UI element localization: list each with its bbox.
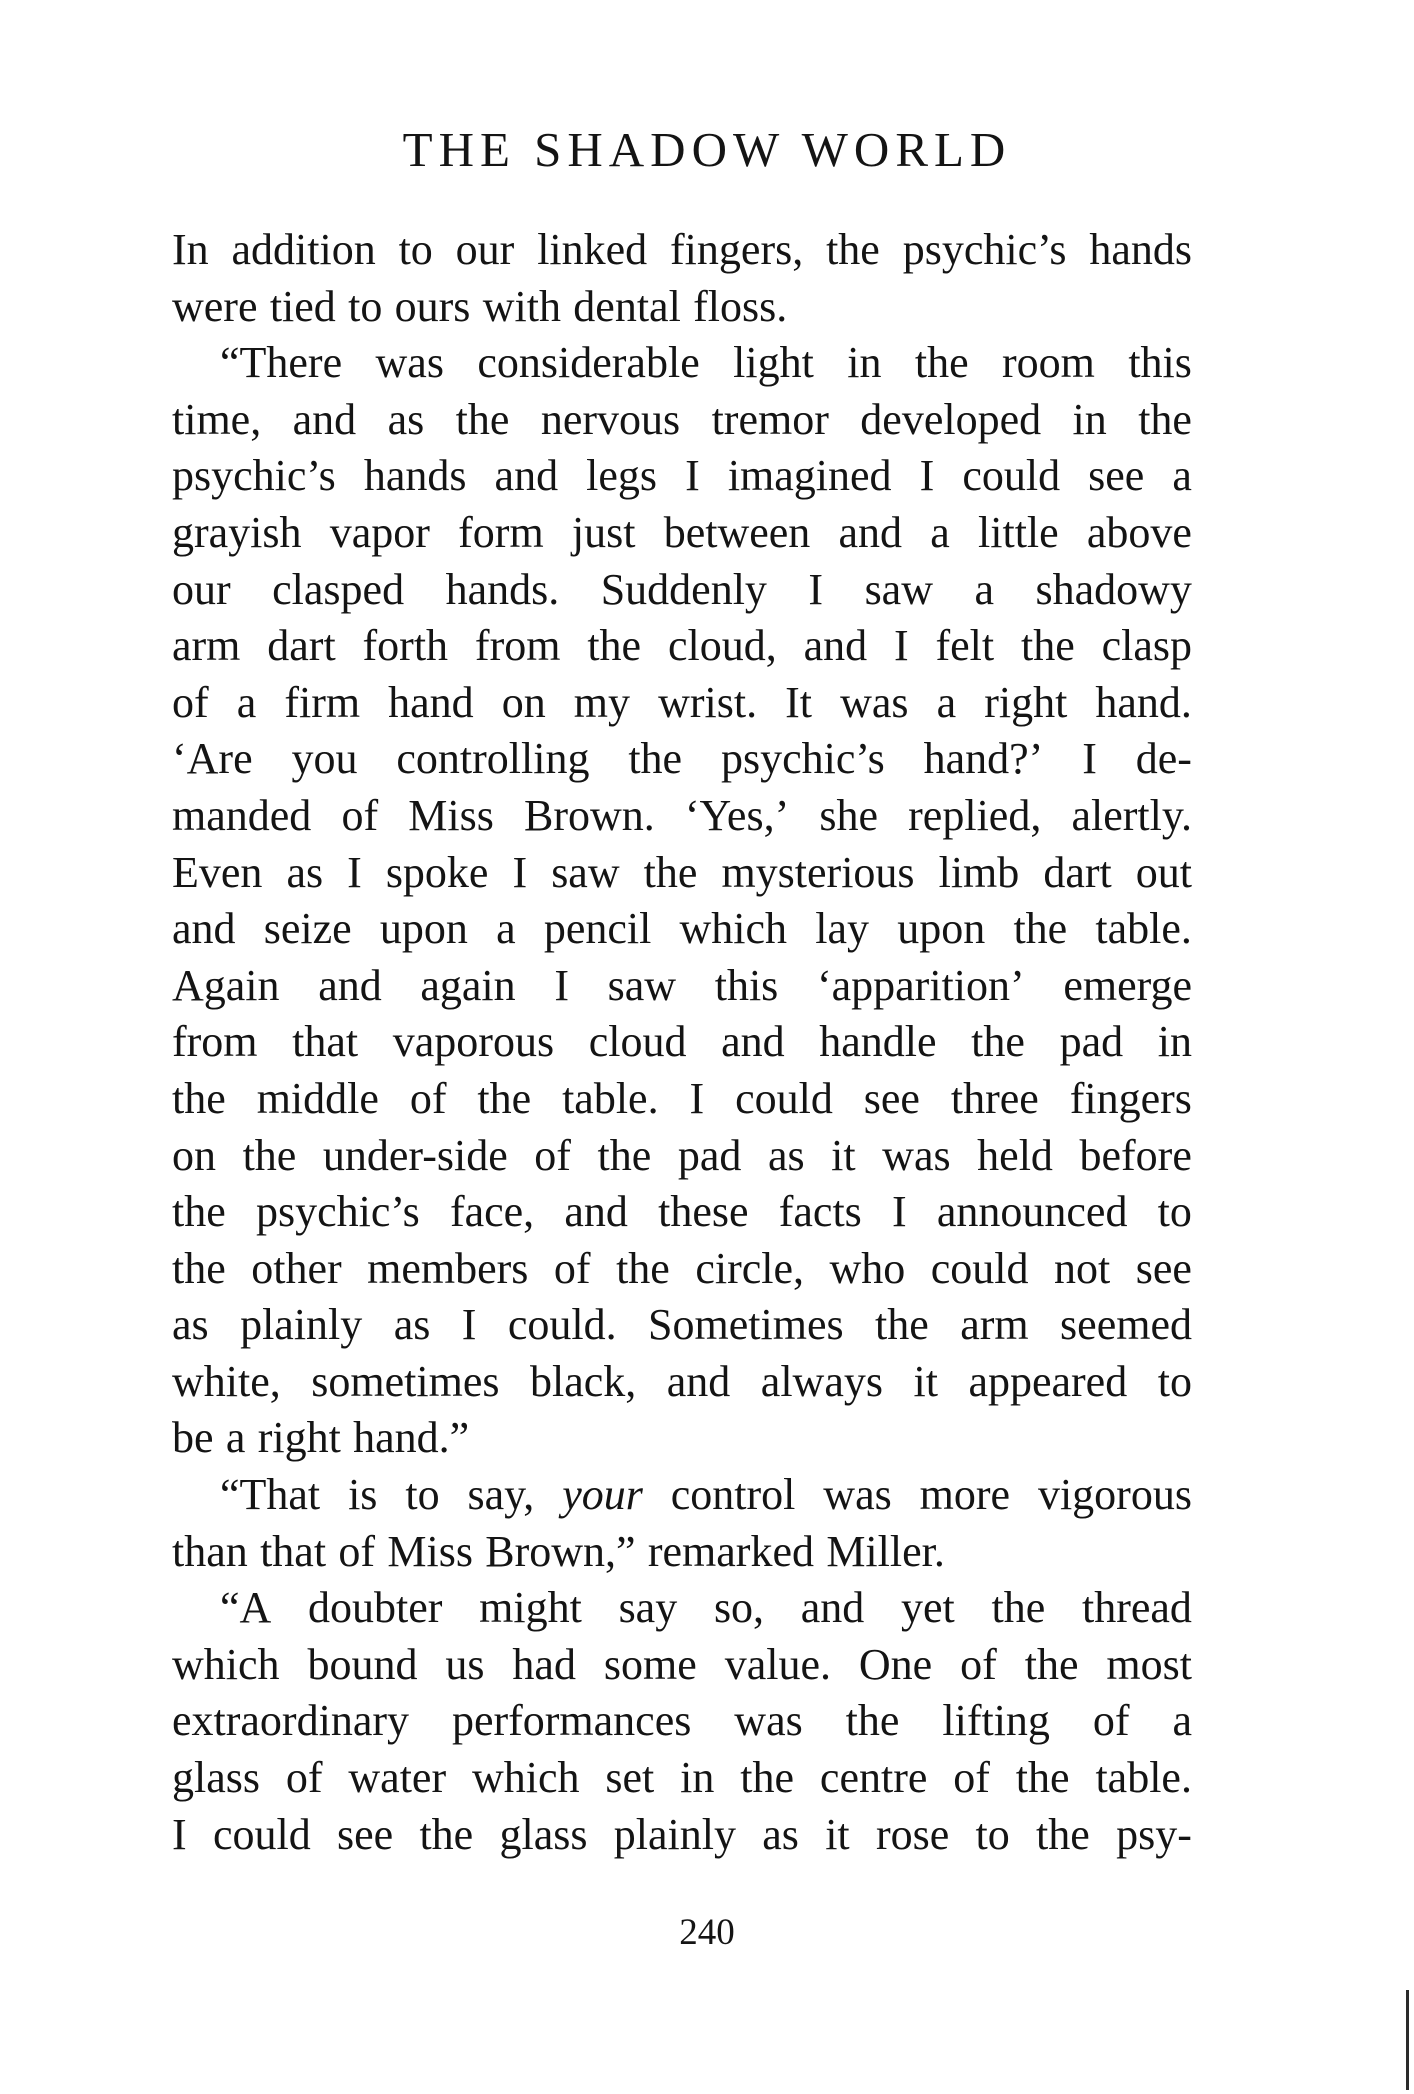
paragraph <box>172 1580 1192 1863</box>
text-line: Again and again I saw this ‘apparition’ emerge <box>172 960 1192 1010</box>
text-line: and seize upon a pencil which lay upon the table. <box>172 904 1192 954</box>
text-line: which bound us had some value. One of the most <box>172 1639 1192 1689</box>
text-line: our clasped hands. Suddenly I saw a shadowy <box>172 564 1192 614</box>
text-line: manded of Miss Brown. ‘Yes,’ she replied, alertly. <box>172 790 1192 840</box>
text-line: In addition to our linked fingers, the psychic’s hands <box>172 225 1192 274</box>
text-line: time, and as the nervous tremor developed in the <box>172 394 1192 444</box>
text-line: were tied to ours with dental floss. <box>172 281 788 331</box>
text-line: the middle of the table. I could see three fingers <box>172 1073 1192 1123</box>
text-line: than that of Miss Brown,” remarked Miller. <box>172 1526 945 1576</box>
text-line: glass of water which set in the centre of the table. <box>172 1753 1192 1803</box>
paragraph <box>172 335 1192 1467</box>
paragraph <box>172 1467 1192 1580</box>
text-line: the psychic’s face, and these facts I announced to <box>172 1187 1192 1237</box>
text-line: Even as I spoke I saw the mysterious limb dart out <box>172 847 1192 897</box>
text-line: the other members of the circle, who could not see <box>172 1243 1192 1293</box>
text-line: “That is to say, your control was more vigorous <box>220 1470 1192 1520</box>
page-number: 240 <box>679 1912 735 1953</box>
text-line: grayish vapor form just between and a little above <box>172 507 1192 557</box>
text-line: white, sometimes black, and always it appeared to <box>172 1356 1192 1406</box>
paragraph <box>172 222 1192 335</box>
scan-edge-mark <box>1406 1990 1409 2090</box>
body-text <box>172 222 1192 1863</box>
text-line: arm dart forth from the cloud, and I felt the clasp <box>172 621 1192 671</box>
text-line: be a right hand.” <box>172 1413 470 1463</box>
text-line: psychic’s hands and legs I imagined I could see a <box>172 451 1192 501</box>
running-head: THE SHADOW WORLD <box>402 122 1012 177</box>
text-line: of a firm hand on my wrist. It was a right hand. <box>172 677 1192 727</box>
text-line: from that vaporous cloud and handle the pad in <box>172 1017 1192 1067</box>
text-line: “A doubter might say so, and yet the thread <box>220 1583 1192 1633</box>
text-line: on the under-side of the pad as it was held before <box>172 1130 1192 1180</box>
text-line: as plainly as I could. Sometimes the arm seemed <box>172 1300 1192 1350</box>
text-line: I could see the glass plainly as it rose to the psy- <box>172 1809 1192 1859</box>
text-line: extraordinary performances was the lifting of a <box>172 1696 1192 1746</box>
text-line: “There was considerable light in the room this <box>220 338 1192 388</box>
text-line: ‘Are you controlling the psychic’s hand?’ I de- <box>172 734 1192 784</box>
